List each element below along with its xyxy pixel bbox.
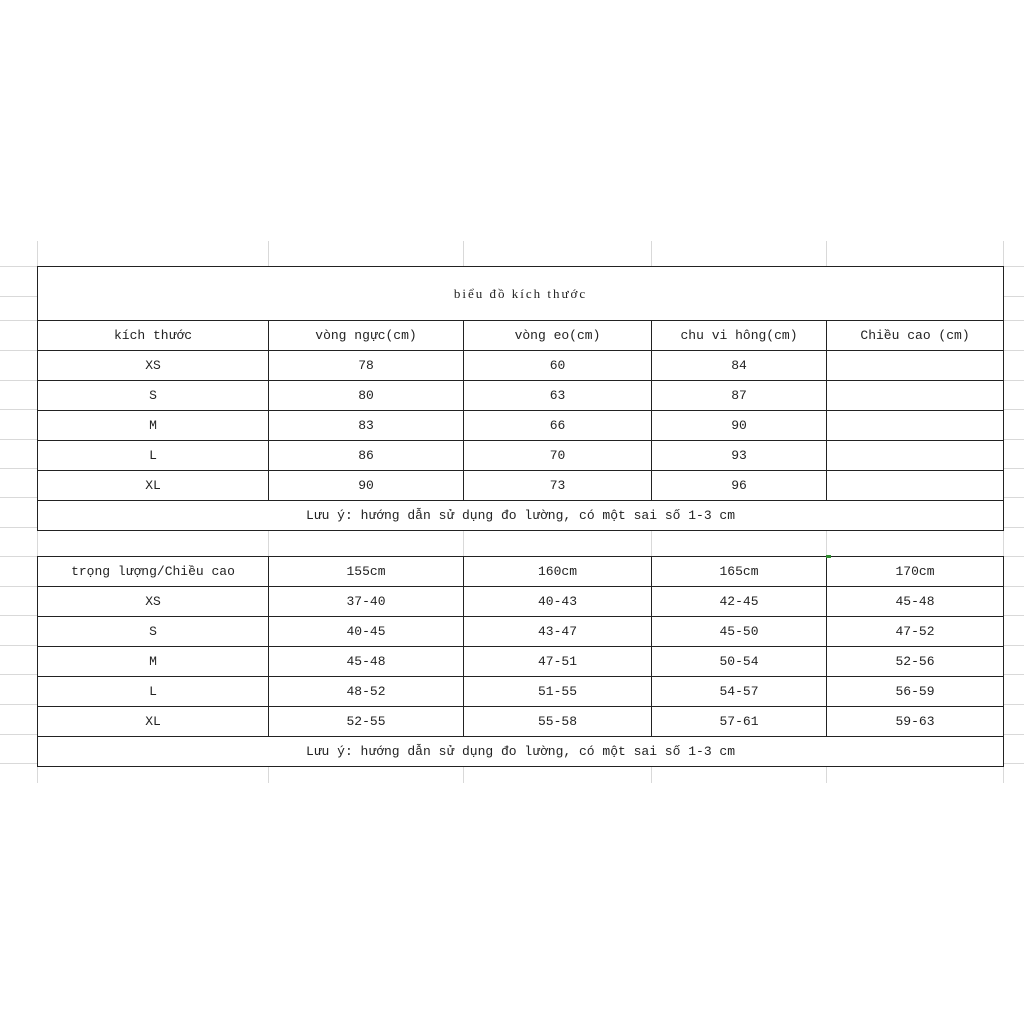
table-cell: 60 — [464, 351, 652, 381]
table-cell: 56-59 — [827, 677, 1004, 707]
table-row — [38, 441, 1004, 471]
table-cell: 96 — [652, 471, 827, 501]
table-cell: 80 — [269, 381, 464, 411]
weight-height-table — [37, 556, 1004, 767]
table-cell: XS — [38, 587, 269, 617]
table-cell: 47-52 — [827, 617, 1004, 647]
header-cell: chu vi hông(cm) — [652, 321, 827, 351]
chart-title: biểu đồ kích thước — [38, 267, 1004, 321]
table-cell: 90 — [652, 411, 827, 441]
header-cell: kích thước — [38, 321, 269, 351]
table-cell: 43-47 — [464, 617, 652, 647]
header-cell: 170cm — [827, 557, 1004, 587]
cell-error-marker — [826, 555, 831, 558]
table-row — [38, 411, 1004, 441]
table-cell: 66 — [464, 411, 652, 441]
table-cell: 87 — [652, 381, 827, 411]
header-cell: vòng ngực(cm) — [269, 321, 464, 351]
table-cell: M — [38, 647, 269, 677]
table-cell: L — [38, 441, 269, 471]
table-cell: 40-45 — [269, 617, 464, 647]
table-cell: 63 — [464, 381, 652, 411]
table-row — [38, 587, 1004, 617]
table-row — [38, 471, 1004, 501]
table-cell: 54-57 — [652, 677, 827, 707]
table-header-row — [38, 321, 1004, 351]
table-cell: 50-54 — [652, 647, 827, 677]
table-cell: 86 — [269, 441, 464, 471]
header-cell: vòng eo(cm) — [464, 321, 652, 351]
table-cell: 84 — [652, 351, 827, 381]
table-cell: 52-56 — [827, 647, 1004, 677]
table-cell — [827, 381, 1004, 411]
table-cell: 59-63 — [827, 707, 1004, 737]
table-cell — [827, 351, 1004, 381]
table-cell: S — [38, 617, 269, 647]
table-cell: 73 — [464, 471, 652, 501]
table-cell: XL — [38, 471, 269, 501]
size-chart-table — [37, 266, 1004, 531]
table-cell: 90 — [269, 471, 464, 501]
table-row — [38, 707, 1004, 737]
table-cell: 51-55 — [464, 677, 652, 707]
table-cell: 37-40 — [269, 587, 464, 617]
table-cell: 55-58 — [464, 707, 652, 737]
table-cell: 78 — [269, 351, 464, 381]
table-cell: XS — [38, 351, 269, 381]
table-cell: S — [38, 381, 269, 411]
table-header-row — [38, 557, 1004, 587]
table-cell — [827, 411, 1004, 441]
header-cell: trọng lượng/Chiều cao — [38, 557, 269, 587]
table-cell: 93 — [652, 441, 827, 471]
table-cell: 45-50 — [652, 617, 827, 647]
table-cell: 52-55 — [269, 707, 464, 737]
table-cell: 47-51 — [464, 647, 652, 677]
header-cell: 155cm — [269, 557, 464, 587]
measurement-note: Lưu ý: hướng dẫn sử dụng đo lường, có một sai số 1-3 cm — [38, 737, 1004, 767]
table-cell — [827, 441, 1004, 471]
table-cell: XL — [38, 707, 269, 737]
header-cell: 160cm — [464, 557, 652, 587]
table-cell: 42-45 — [652, 587, 827, 617]
table-cell: M — [38, 411, 269, 441]
table-row — [38, 381, 1004, 411]
table-cell — [827, 471, 1004, 501]
table-cell: 57-61 — [652, 707, 827, 737]
table-cell: 45-48 — [269, 647, 464, 677]
table-cell: 83 — [269, 411, 464, 441]
table-cell: 48-52 — [269, 677, 464, 707]
table-cell: 45-48 — [827, 587, 1004, 617]
table-row — [38, 617, 1004, 647]
header-cell: 165cm — [652, 557, 827, 587]
table-cell: L — [38, 677, 269, 707]
header-cell: Chiều cao (cm) — [827, 321, 1004, 351]
table-row — [38, 677, 1004, 707]
table-cell: 40-43 — [464, 587, 652, 617]
table-row — [38, 647, 1004, 677]
measurement-note: Lưu ý: hướng dẫn sử dụng đo lường, có một sai số 1-3 cm — [38, 501, 1004, 531]
table-cell: 70 — [464, 441, 652, 471]
table-row — [38, 351, 1004, 381]
